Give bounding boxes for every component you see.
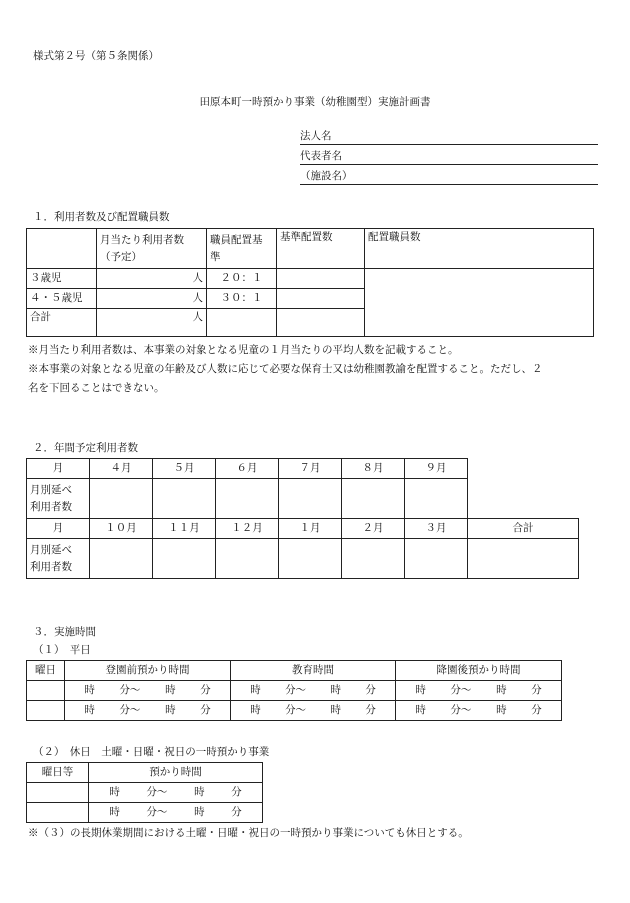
header-ratio [207, 229, 277, 269]
day-cell [27, 701, 65, 721]
value-cell [216, 539, 279, 579]
header-assigned: 配置職員数 [365, 229, 594, 269]
value-cell [405, 479, 468, 519]
row-label [27, 539, 90, 579]
time-cell: 時 分～ 時 分 [89, 803, 263, 823]
standard-cell [277, 309, 365, 337]
month-header: ９月 [405, 459, 468, 479]
header-users [97, 229, 207, 269]
users-unit: 人 [97, 289, 207, 309]
time-cell: 時 分～ 時 分 [396, 701, 562, 721]
weekday-header-row [27, 661, 562, 681]
value-cell [279, 479, 342, 519]
day-header: 曜日等 [27, 763, 89, 783]
corporation-name-line [300, 144, 598, 145]
ratio-cell: ３０：１ [207, 289, 277, 309]
holiday-header-row [27, 763, 263, 783]
assigned-cell [365, 269, 594, 337]
section2-heading: ２．年間予定利用者数 [33, 442, 138, 454]
staff-table-header [27, 229, 594, 269]
section1-note1: ※月当たり利用者数は、本事業の対象となる児童の１月当たりの平均人数を記載すること。 [28, 344, 459, 356]
value-cell [153, 479, 216, 519]
value-cell [405, 539, 468, 579]
months-value-row [27, 539, 579, 579]
row-label [27, 479, 90, 519]
month-header: １月 [279, 519, 342, 539]
month-header: １１月 [153, 519, 216, 539]
table-row [27, 681, 562, 701]
months-value-row [27, 479, 468, 519]
staff-table-corner [27, 229, 97, 269]
day-cell [27, 803, 89, 823]
table-row [27, 701, 562, 721]
row-label: 合計 [27, 309, 97, 337]
month-header: １０月 [90, 519, 153, 539]
total-cell [468, 539, 579, 579]
month-header: ６月 [216, 459, 279, 479]
section3-sub1: （１） 平日 [33, 644, 91, 656]
page-title: 田原本町一時預かり事業（幼稚園型）実施計画書 [199, 96, 431, 108]
representative-label: 代表者名 [300, 150, 342, 162]
time-cell: 時 分～ 時 分 [65, 681, 231, 701]
table-row [27, 803, 263, 823]
header-standard: 基準配置数 [277, 229, 365, 269]
before-hours-header: 登園前預かり時間 [65, 661, 231, 681]
header-ratio-line1: 職員配置基 [210, 233, 263, 246]
weekday-hours-table [26, 660, 562, 721]
section3-sub2: （２） 休日 土曜・日曜・祝日の一時預かり事業 [33, 746, 270, 758]
header-ratio-line2: 準 [210, 250, 221, 263]
months-header-row [27, 519, 579, 539]
table-row [27, 783, 263, 803]
total-header: 合計 [468, 519, 579, 539]
hours-header: 預かり時間 [89, 763, 263, 783]
staff-table [26, 228, 594, 337]
month-label: 月 [27, 459, 90, 479]
section3-note: ※（３）の長期休業期間における土曜・日曜・祝日の一時預かり事業についても休日とする。 [28, 827, 469, 839]
holiday-hours-table [26, 762, 263, 823]
corporation-name-label: 法人名 [300, 130, 332, 142]
month-header: ２月 [342, 519, 405, 539]
month-header: ８月 [342, 459, 405, 479]
month-label: 月 [27, 519, 90, 539]
section1-heading: １．利用者数及び配置職員数 [33, 211, 170, 223]
day-cell [27, 783, 89, 803]
row-label: ４・５歳児 [27, 289, 97, 309]
row-label: ３歳児 [27, 269, 97, 289]
value-cell [153, 539, 216, 579]
standard-cell [277, 289, 365, 309]
value-cell [90, 539, 153, 579]
row-label-line2: 利用者数 [30, 560, 72, 573]
value-cell [90, 479, 153, 519]
value-cell [342, 539, 405, 579]
row-label-line2: 利用者数 [30, 500, 72, 513]
day-header: 曜日 [27, 661, 65, 681]
day-cell [27, 681, 65, 701]
after-hours-header: 降園後預かり時間 [396, 661, 562, 681]
time-cell: 時 分～ 時 分 [396, 681, 562, 701]
header-users-line2: （予定） [100, 250, 142, 263]
month-header: ４月 [90, 459, 153, 479]
time-cell: 時 分～ 時 分 [231, 681, 396, 701]
facility-line [300, 184, 598, 185]
time-cell: 時 分～ 時 分 [231, 701, 396, 721]
month-header: ７月 [279, 459, 342, 479]
standard-cell [277, 269, 365, 289]
row-label-line1: 月別延べ [30, 483, 72, 496]
value-cell [342, 479, 405, 519]
form-number: 様式第２号（第５条関係） [33, 50, 159, 62]
time-cell: 時 分～ 時 分 [65, 701, 231, 721]
facility-label: （施設名） [300, 170, 353, 182]
users-unit: 人 [97, 309, 207, 337]
month-header: １２月 [216, 519, 279, 539]
time-cell: 時 分～ 時 分 [89, 783, 263, 803]
section1-note2-line1: ※本事業の対象となる児童の年齢及び人数に応じて必要な保育士又は幼稚園教諭を配置すること。ただし、２ [28, 363, 543, 375]
months-header-row [27, 459, 468, 479]
value-cell [216, 479, 279, 519]
value-cell [279, 539, 342, 579]
months-table-first-half [26, 458, 468, 519]
table-row [27, 269, 594, 289]
month-header: ５月 [153, 459, 216, 479]
header-users-line1: 月当たり利用者数 [100, 233, 184, 246]
ratio-cell [207, 309, 277, 337]
section3-heading: ３．実施時間 [33, 626, 96, 638]
ratio-cell: ２０：１ [207, 269, 277, 289]
months-table-second-half [26, 518, 579, 579]
representative-line [300, 164, 598, 165]
month-header: ３月 [405, 519, 468, 539]
users-unit: 人 [97, 269, 207, 289]
section1-note2-line2: 名を下回ることはできない。 [28, 382, 165, 394]
row-label-line1: 月別延べ [30, 543, 72, 556]
education-hours-header: 教育時間 [231, 661, 396, 681]
